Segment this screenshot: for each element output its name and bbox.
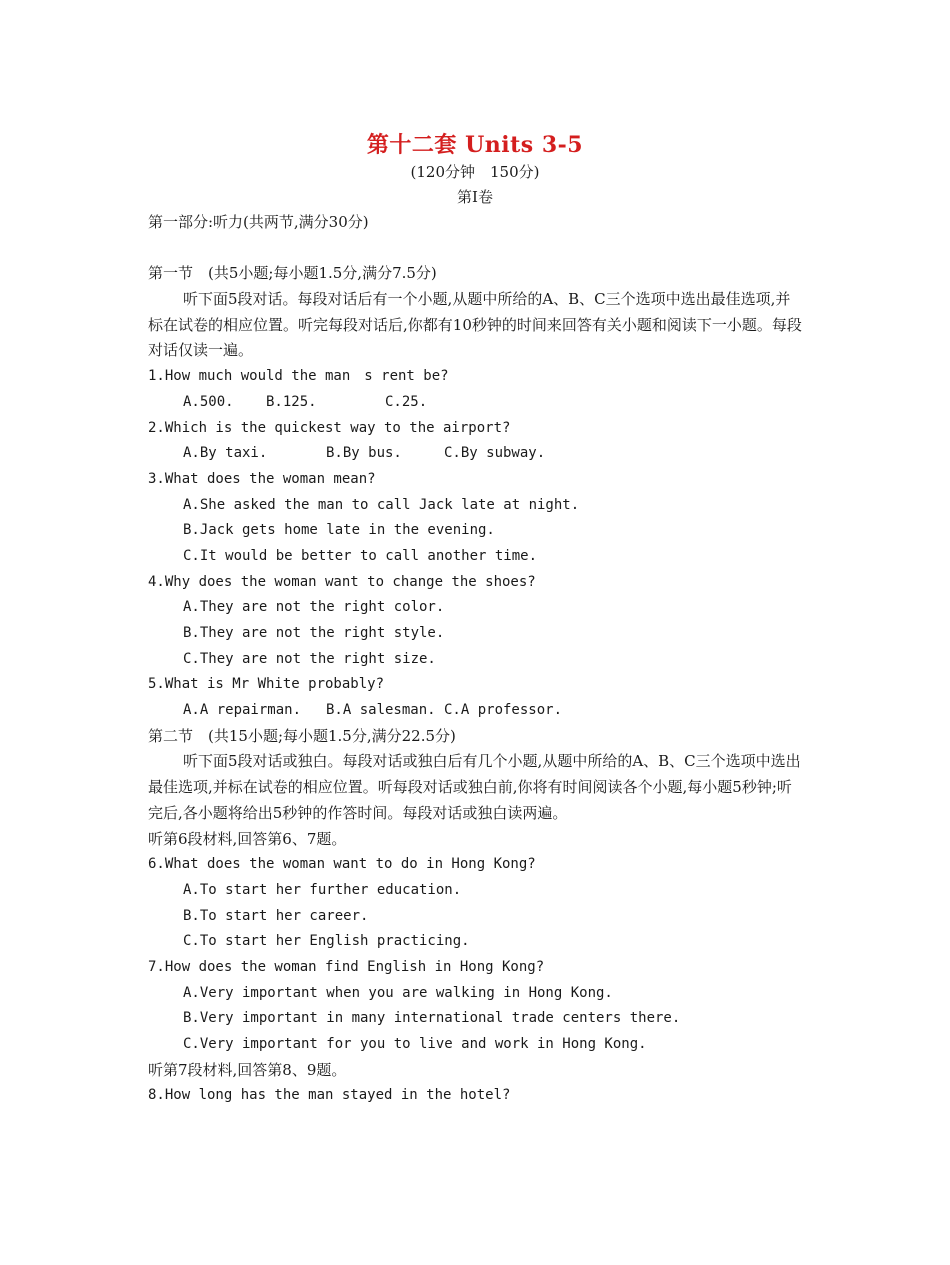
option-b: B.By bus. — [326, 445, 402, 462]
question-4-option-a: A.They are not the right color. — [183, 599, 445, 616]
question-5-options — [148, 698, 803, 724]
question-8: 8.How long has the man stayed in the hotel? — [148, 1087, 511, 1104]
part1-heading: 第一部分:听力(共两节,满分30分) — [148, 213, 369, 231]
question-1-options — [148, 390, 803, 416]
option-c: C.By subway. — [444, 445, 546, 462]
question-3-option-b: B.Jack gets home late in the evening. — [183, 522, 495, 539]
question-4-option-c: C.They are not the right size. — [183, 650, 436, 667]
question-7: 7.How does the woman find English in Hong Kong? — [148, 959, 545, 976]
question-7-option-a: A.Very important when you are walking in Hong Kong. — [183, 984, 613, 1001]
question-4: 4.Why does the woman want to change the shoes? — [148, 573, 536, 590]
material-7-label: 听第7段材料,回答第8、9题。 — [148, 1060, 347, 1079]
question-6-option-b: B.To start her career. — [183, 907, 369, 924]
page-title: 第十二套 Units 3-5 — [366, 132, 584, 158]
option-b: B.125. — [266, 393, 317, 410]
question-3-option-c: C.It would be better to call another time. — [183, 547, 538, 564]
section2-instructions: 听下面5段对话或独白。每段对话或独白后有几个小题,从题中所给的A、B、C三个选项中选出最佳选项,并标在试卷的相应位置。听每段对话或独白前,你将有时间阅读各个小题,每小题5秒钟;听完后,各小题将给出5秒钟的作答时间。每段对话或独白读两遍。 — [148, 752, 801, 822]
section1-heading: 第一节 (共5小题;每小题1.5分,满分7.5分) — [148, 264, 437, 283]
question-5: 5.What is Mr White probably? — [148, 676, 385, 693]
exam-content — [148, 210, 803, 1109]
material-6-label: 听第6段材料,回答第6、7题。 — [148, 829, 347, 848]
option-a: A.A repairman. — [183, 702, 302, 719]
question-2: 2.Which is the quickest way to the airport? — [148, 419, 511, 436]
option-c: C.25. — [385, 393, 428, 410]
time-score-subtitle: (120分钟 150分) — [410, 163, 540, 181]
option-c: C.A professor. — [444, 702, 563, 719]
question-6: 6.What does the woman want to do in Hong Kong? — [148, 856, 536, 873]
question-6-option-a: A.To start her further education. — [183, 881, 462, 898]
option-a: A.500. — [183, 393, 234, 410]
question-1: 1.How much would the man s rent be? — [148, 368, 449, 385]
section2-heading: 第二节 (共15小题;每小题1.5分,满分22.5分) — [148, 726, 456, 745]
question-3-option-a: A.She asked the man to call Jack late at night. — [183, 496, 580, 513]
question-7-option-c: C.Very important for you to live and work in Hong Kong. — [183, 1036, 647, 1053]
spacer — [148, 236, 803, 262]
question-2-options — [148, 441, 803, 467]
question-3: 3.What does the woman mean? — [148, 470, 376, 487]
paper-label: 第Ⅰ卷 — [457, 188, 493, 206]
question-4-option-b: B.They are not the right style. — [183, 625, 445, 642]
section1-instructions: 听下面5段对话。每段对话后有一个小题,从题中所给的A、B、C三个选项中选出最佳选项,并标在试卷的相应位置。听完每段对话后,你都有10秒钟的时间来回答有关小题和阅读下一小题。每段对话仅读一遍。 — [148, 290, 802, 360]
question-7-option-b: B.Very important in many international trade centers there. — [183, 1010, 681, 1027]
option-a: A.By taxi. — [183, 445, 268, 462]
option-b: B.A salesman. — [326, 702, 436, 719]
question-6-option-c: C.To start her English practicing. — [183, 933, 470, 950]
